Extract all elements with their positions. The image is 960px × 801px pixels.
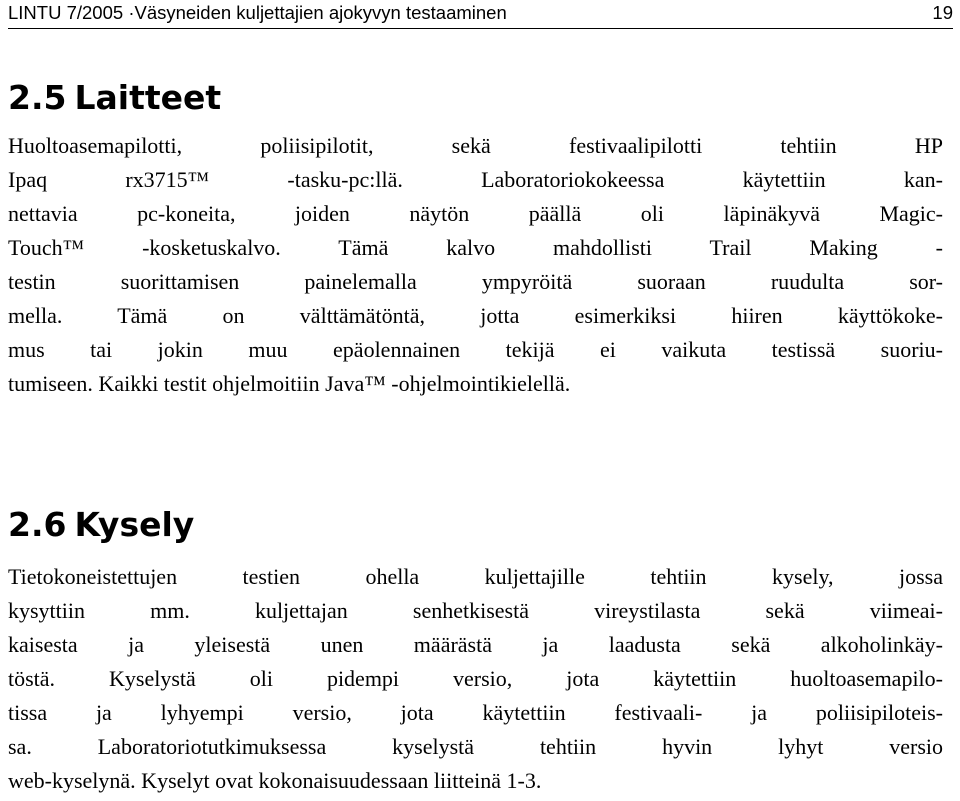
section-heading	[8, 78, 958, 118]
text-line: nettavia pc-koneita, joiden näytön päällä oli läpinäkyvä Magic-	[8, 201, 943, 226]
section-kysely	[8, 505, 958, 798]
section-body	[8, 560, 958, 798]
header-title: LINTU 7/2005 ·Väsyneiden kuljettajien ajokyvyn testaaminen	[8, 2, 507, 23]
text-line: tissa ja lyhyempi versio, jota käytettiin festivaali- ja poliisipiloteis-	[8, 700, 943, 725]
page-number: 19	[932, 2, 953, 23]
text-line: kysyttiin mm. kuljettajan senhetkisestä vireystilasta sekä viimeai-	[8, 598, 943, 623]
section-body	[8, 129, 958, 401]
text-line: Ipaq rx3715™ -tasku-pc:llä. Laboratoriokokeessa käytettiin kan-	[8, 167, 943, 192]
section-title: Kysely	[74, 505, 195, 544]
text-line: kaisesta ja yleisestä unen määrästä ja laadusta sekä alkoholinkäy-	[8, 632, 943, 657]
section-number: 2.5	[8, 78, 67, 117]
section-number: 2.6	[8, 505, 67, 544]
section-title: Laitteet	[74, 78, 222, 117]
text-line: Huoltoasemapilotti, poliisipilotit, sekä festivaalipilotti tehtiin HP	[8, 133, 943, 158]
text-line: Tietokoneistettujen testien ohella kuljettajille tehtiin kysely, jossa	[8, 564, 943, 589]
text-line: mus tai jokin muu epäolennainen tekijä ei vaikuta testissä suoriu-	[8, 337, 943, 362]
text-line: Touch™ -kosketuskalvo. Tämä kalvo mahdollisti Trail Making -	[8, 235, 943, 260]
text-line: mella. Tämä on välttämätöntä, jotta esimerkiksi hiiren käyttökoke-	[8, 303, 943, 328]
text-line: tumiseen. Kaikki testit ohjelmoitiin Java™ -ohjelmointikielellä.	[8, 371, 571, 396]
section-heading	[8, 505, 958, 545]
text-line: testin suorittamisen painelemalla ympyröitä suoraan ruudulta sor-	[8, 269, 943, 294]
text-line: web-kyselynä. Kyselyt ovat kokonaisuudessaan liitteinä 1-3.	[8, 768, 542, 793]
text-line: sa. Laboratoriotutkimuksessa kyselystä tehtiin hyvin lyhyt versio	[8, 734, 943, 759]
running-header	[8, 0, 953, 29]
text-line: töstä. Kyselystä oli pidempi versio, jota käytettiin huoltoasemapilo-	[8, 666, 943, 691]
section-laitteet	[8, 78, 958, 401]
